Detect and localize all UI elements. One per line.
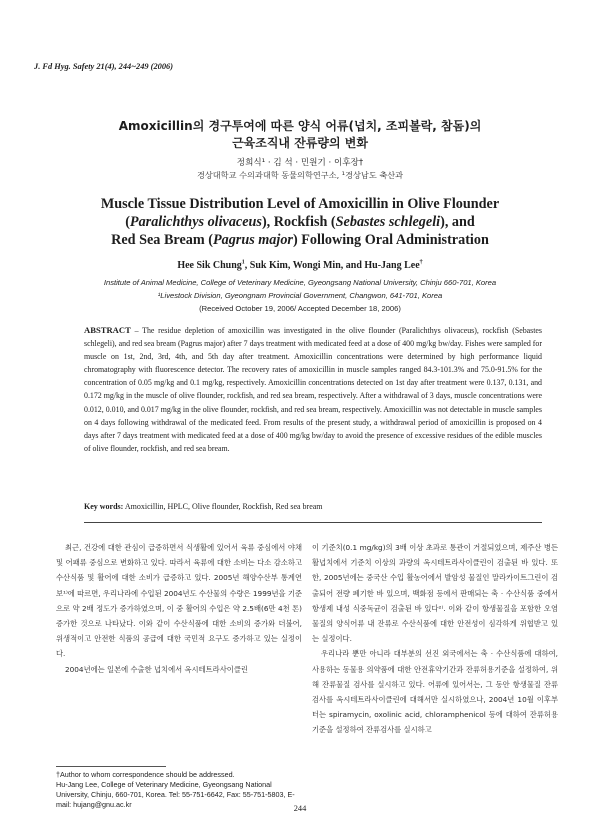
page-number: 244 — [293, 804, 307, 813]
korean-affiliation: 경상대학교 수의과대학 동물의학연구소, ¹경상남도 축산과 — [196, 170, 404, 180]
english-title-line-2 — [0, 214, 600, 231]
body-paragraph: 우리나라 뿐만 아니라 대부분의 선진 외국에서는 축 · 수산식품에 대하여, 사용하는 동물용 의약품에 대한 안전휴약기간과 잔류허용기준을 설정하여, 위해 잔류물질 검사를 실시하고 있다. 어류에 있어서는, 그 동안 항생물질 잔류검사를 옥시테트라사이클린에 대해서만 실시하였으나, 2004년 10월 이후부터는 spiramycin, oxolinic acid, chloramphenicol 등에 대하여 잔류허용기준을 설정하여 잔류검사를 실시하고 — [312, 649, 558, 735]
keywords — [84, 502, 542, 511]
title-text: ( — [125, 214, 130, 230]
author-superscript: 1 — [241, 259, 245, 266]
keywords-text: Amoxicillin, HPLC, Olive flounder, Rockfish, Red sea bream — [123, 502, 323, 511]
english-authors — [0, 260, 600, 271]
affiliation-line-2: ¹Livestock Division, Gyeongnam Provincial Government, Changwon, 641-701, Korea — [157, 291, 443, 300]
species-name-rockfish: Sebastes schlegeli — [335, 214, 441, 230]
body-paragraph: 이 기준치(0.1 mg/kg)의 3배 이상 초과로 통관이 거절되었으며, 제주산 병든 활넙치에서 기준치 이상의 과량의 옥시테트라사이클린이 검출된 바 있다. 또한, 2005년에는 중국산 수입 활농어에서 발암성 물질인 말라카이트그린이 검출되어 전량 폐기한 바 있으며, 백화점 등에서 판매되는 축 · 수산식품 중에서 항생제 내성 식중독균이 검출된 바 있다²⁾. 이와 같이 항생물질을 포함한 오염물질의 양식어류 내 잔류로 수산식품에 대한 안전성이 심각하게 위협받고 있는 실정이다. — [312, 543, 558, 644]
corresponding-dagger: † — [419, 259, 423, 266]
title-text: ), and — [440, 214, 475, 230]
section-divider — [84, 522, 542, 523]
body-column-left — [56, 540, 302, 677]
abstract-label: ABSTRACT — [84, 325, 131, 335]
body-paragraph: 최근, 건강에 대한 관심이 급증하면서 식생활에 있어서 육류 중심에서 야채 및 어패류 중심으로 변화하고 있다. 따라서 육류에 대한 소비는 다소 감소하고 수산식품 및 활어에 대한 소비가 급증하고 있다. 2005년 해양수산부 통계연보¹⁾에 따르면, 우리나라에 수입된 2004년도 수산물의 수량은 1999년을 기준으로 약 2배 정도가 증가하였으며, 이 중 활어의 수입은 약 2.5배(6만 4천 톤) 증가한 것으로 나타났다. 이와 같이 수산식품에 대한 소비의 증가와 더불어, 위생적이고 안전한 식품의 공급에 대한 국민적 요구도 증가하고 있는 실정이다. — [56, 543, 302, 659]
footnote-line: †Author to whom correspondence should be addressed. — [56, 770, 235, 779]
author-names: , Suk Kim, Wongi Min, and Hu-Jang Lee — [244, 260, 420, 271]
abstract — [84, 324, 542, 455]
affiliation-line-1: Institute of Animal Medicine, College of Veterinary Medicine, Gyeongsang National University, Chinju 660-701, Korea — [103, 278, 497, 287]
body-column-right — [312, 540, 558, 738]
species-name-flounder: Paralichthys olivaceus — [129, 214, 262, 230]
korean-authors: 정희식¹ · 김 석 · 민원기 · 이후장† — [236, 158, 364, 168]
korean-title-line-2: 근육조직내 잔류량의 변화 — [232, 136, 368, 150]
english-title-line-3 — [0, 232, 600, 249]
body-paragraph: 2004년에는 일본에 수출한 넙치에서 옥시테트라사이클린 — [65, 664, 248, 674]
author-name: Hee Sik Chung — [177, 260, 242, 271]
title-text: ), Rockfish ( — [261, 214, 336, 230]
title-text: Red Sea Bream ( — [111, 232, 213, 248]
english-title-line-1: Muscle Tissue Distribution Level of Amoxicillin in Olive Flounder — [100, 196, 500, 212]
footnote-divider — [56, 766, 166, 767]
journal-reference: J. Fd Hyg. Safety 21(4), 244~249 (2006) — [34, 62, 173, 71]
keywords-label: Key words: — [84, 502, 124, 511]
species-name-bream: Pagrus major — [212, 232, 293, 248]
abstract-text: – The residue depletion of amoxicillin was investigated in the olive flounder (Paralichthys olivaceus), rockfish (Sebastes schlegeli), and red sea bream (Pagrus major) after 7 days treatment with medicated feed at a dose of 400 mg/kg bw/day. Fishes were sampled for muscle on 1st, 2nd, 3rd, 4th, and 5th day after treatment. Amoxicillin concentrations were determined by high performance liquid chromatography with fluorescence detector. The recovery rates of amoxicillin in muscle samples ranged 84.3-101.3% and 75.0-91.5% for the concentration of 0.05 mg/kg and 0.1 mg/kg, respectively. Amoxicillin concentrations detected on 1st day after treatment were 0.137, 0.131, and 0.172 mg/kg in the muscle of olive flounder, rockfish, and red sea bream, respectively. After a withdrawal of 3 days, muscle concentrations were 0.012, 0.010, and 0.017 mg/kg in the olive flounder, rockfish, and red sea bream, respectively. Amoxicillin was not detectable in muscle samples on 4 days following withdrawal of the medicated feed. From results of the present study, a withdrawal period of amoxicillin is proposed on 4 days after 7 days treatment with medicated feed at a dose of 400 mg/kg bw/day to avoid the presence of excessive residues of the edible muscles of olive flounder, rockfish, and red sea bream. — [84, 326, 542, 453]
footnote-line: Hu-Jang Lee, College of Veterinary Medicine, Gyeongsang National University, Chinju, 660-701, Korea. Tel: 55-751-6642, Fax: 55-751-5803, E-mail: hujang@gnu.ac.kr — [56, 780, 295, 809]
received-dates: (Received October 19, 2006/ Accepted December 18, 2006) — [199, 304, 401, 313]
title-text: ) Following Oral Administration — [292, 232, 489, 248]
korean-title-line-1: Amoxicillin의 경구투여에 따른 양식 어류(넙치, 조피볼락, 참돔)의 — [118, 119, 482, 133]
